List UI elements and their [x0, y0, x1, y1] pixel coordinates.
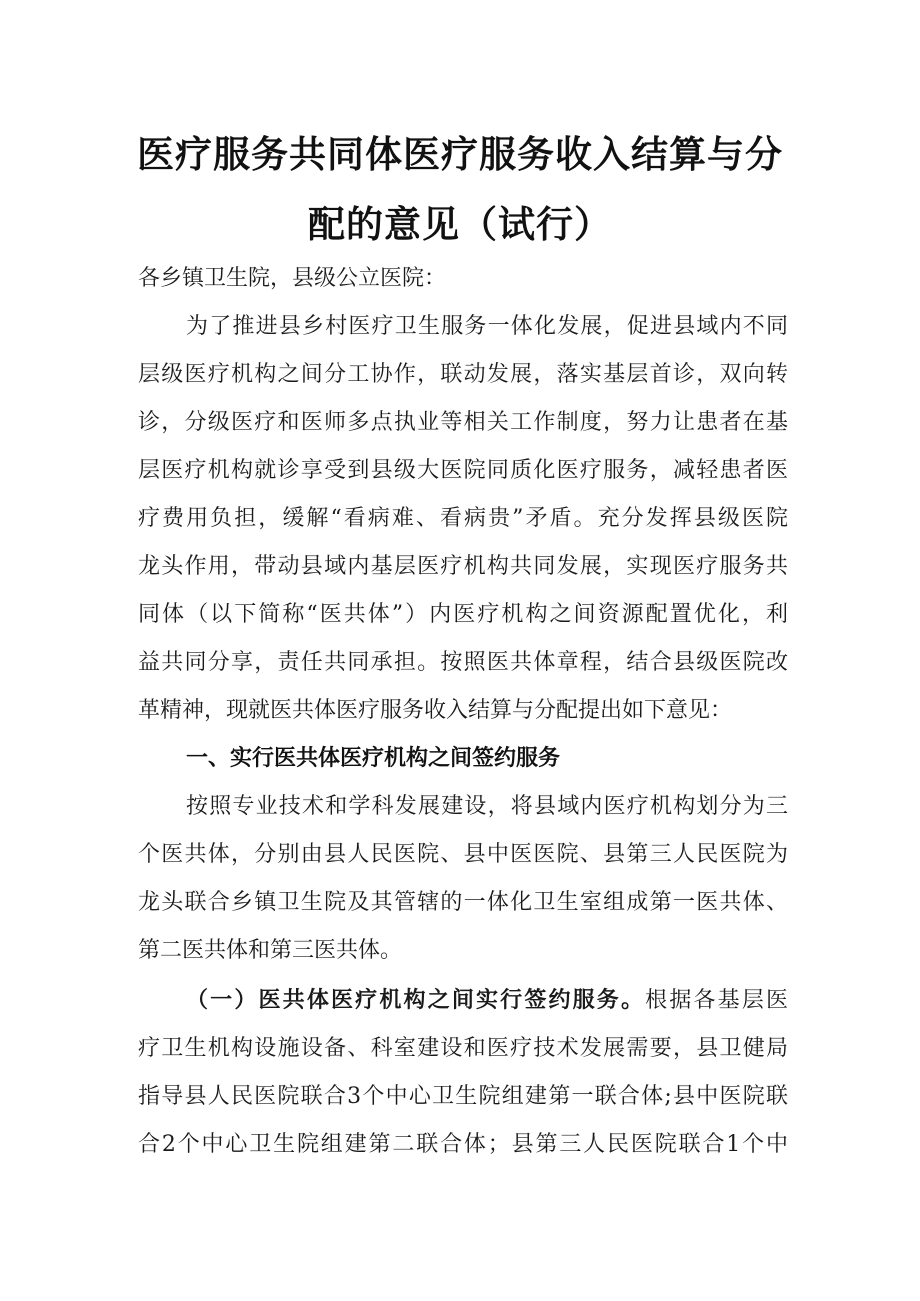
section-paragraph-line: 按照专业技术和学科发展建设，将县域内医疗机构划分为三 — [186, 794, 788, 819]
intro-line: 益共同分享，责任共同承担。按照医共体章程，结合县级医院改 — [138, 650, 788, 675]
intro-line: 疗费用负担，缓解“看病难、看病贵”矛盾。充分发挥县级医院 — [138, 506, 788, 531]
document-title-line-1: 医疗服务共同体医疗服务收入结算与分 — [137, 133, 783, 176]
intro-line: 龙头作用，带动县域内基层医疗机构共同发展，实现医疗服务共 — [138, 554, 788, 579]
intro-line: 同体（以下简称“医共体”）内医疗机构之间资源配置优化，利 — [138, 602, 788, 627]
intro-line: 诊，分级医疗和医师多点执业等相关工作制度，努力让患者在基 — [138, 410, 788, 435]
section-heading: 一、实行医共体医疗机构之间签约服务 — [186, 746, 561, 771]
subsection-line: 合2个中心卫生院组建第二联合体；县第三人民医院联合1个中 — [138, 1132, 788, 1157]
subsection-line: 指导县人民医院联合3个中心卫生院组建第一联合体;县中医院联 — [138, 1084, 788, 1109]
subsection-text: 根据各基层医 — [645, 988, 788, 1013]
subsection-line: 疗卫生机构设施设备、科室建设和医疗技术发展需要，县卫健局 — [138, 1036, 788, 1061]
document-title-line-2: 配的意见（试行） — [308, 203, 612, 246]
section-paragraph-line: 龙头联合乡镇卫生院及其管辖的一体化卫生室组成第一医共体、 — [138, 890, 788, 915]
salutation: 各乡镇卫生院，县级公立医院： — [138, 266, 447, 291]
section-paragraph-line: 第二医共体和第三医共体。 — [138, 938, 403, 963]
subsection-heading: （一）医共体医疗机构之间实行签约服务。 — [186, 988, 646, 1013]
intro-line: 革精神，现就医共体医疗服务收入结算与分配提出如下意见： — [138, 698, 733, 723]
subsection-first-line — [186, 986, 788, 1016]
intro-line: 层医疗机构就诊享受到县级大医院同质化医疗服务，减轻患者医 — [138, 458, 788, 483]
intro-line: 为了推进县乡村医疗卫生服务一体化发展，促进县域内不同 — [186, 314, 788, 339]
intro-line: 层级医疗机构之间分工协作，联动发展，落实基层首诊，双向转 — [138, 362, 788, 387]
section-paragraph-line: 个医共体，分别由县人民医院、县中医医院、县第三人民医院为 — [138, 842, 788, 867]
